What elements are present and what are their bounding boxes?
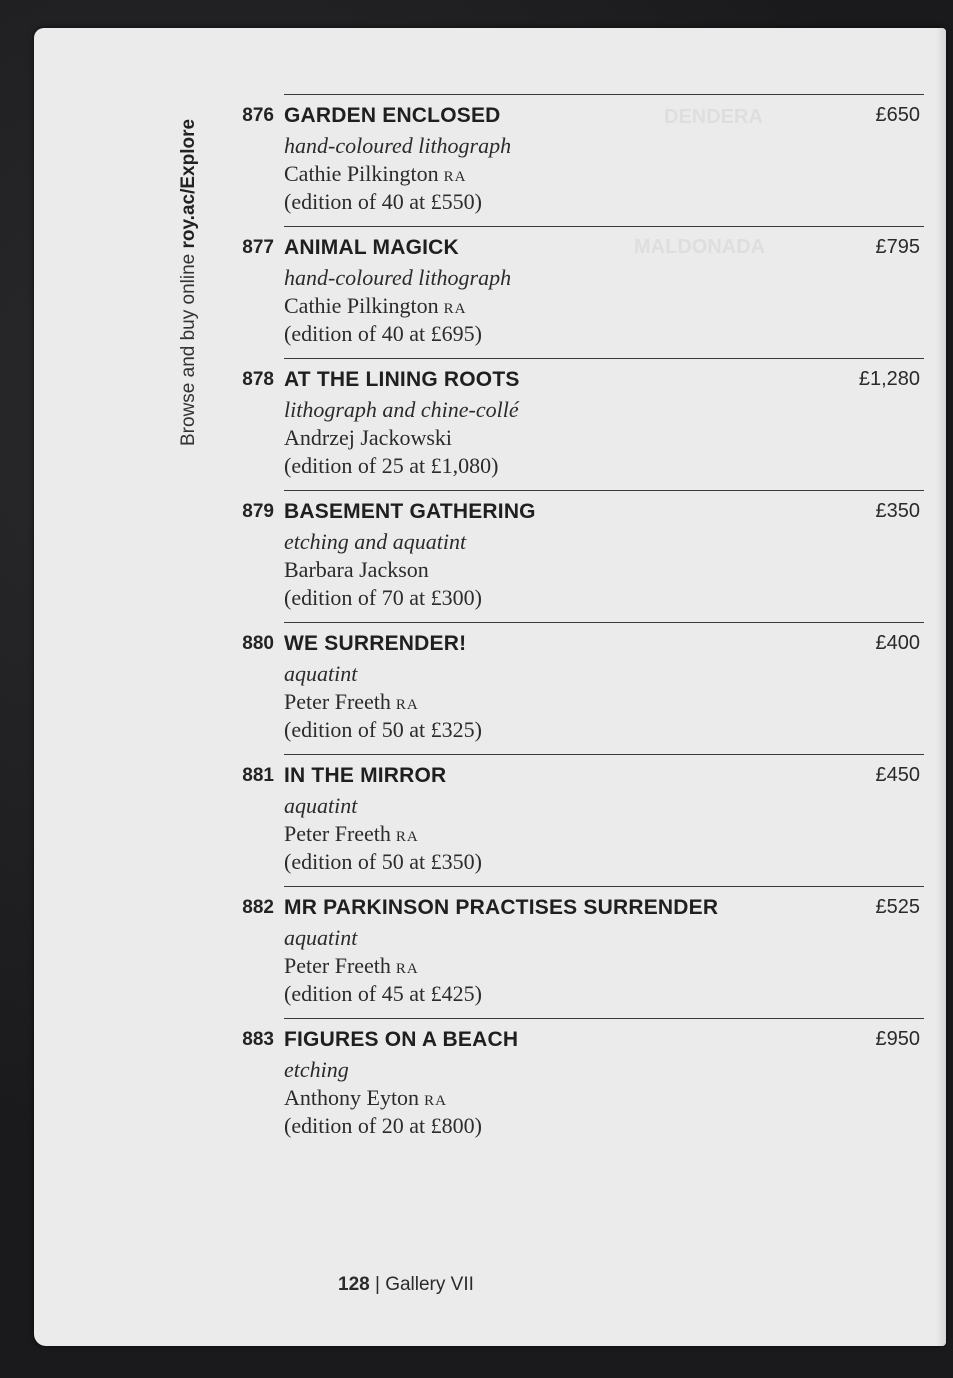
entry-number: 881: [242, 765, 274, 786]
artist-name: Cathie Pilkington: [284, 161, 439, 186]
catalogue-entry: [242, 622, 924, 754]
gallery-section: Gallery VII: [385, 1274, 474, 1295]
page-number: 128: [338, 1274, 370, 1295]
artist-name: Cathie Pilkington: [284, 293, 439, 318]
artist-line: [284, 557, 434, 583]
artwork-price: £525: [875, 896, 920, 918]
edition-info: (edition of 50 at £350): [284, 849, 482, 874]
artwork-title: ANIMAL MAGICK: [284, 236, 459, 259]
catalogue-entry: [242, 754, 924, 886]
edition-info: (edition of 70 at £300): [284, 585, 482, 610]
artist-line: [284, 821, 419, 847]
page-edge: [936, 28, 946, 1346]
artist-honour: RA: [424, 1093, 447, 1109]
artwork-title: MR PARKINSON PRACTISES SURRENDER: [284, 896, 719, 919]
browse-prefix: Browse and buy online: [178, 248, 199, 446]
artist-honour: RA: [395, 961, 419, 977]
edition-info: (edition of 20 at £800): [284, 1113, 482, 1138]
catalogue-entry: [242, 358, 924, 490]
artwork-price: £795: [875, 236, 920, 258]
artwork-title: WE SURRENDER!: [284, 632, 467, 655]
artist-honour: RA: [395, 697, 419, 713]
catalogue-entry: [242, 886, 924, 1018]
artwork-title: GARDEN ENCLOSED: [284, 104, 501, 127]
artist-honour: RA: [443, 301, 467, 317]
artist-honour: RA: [395, 829, 419, 845]
edition-info: (edition of 50 at £325): [284, 717, 482, 742]
artwork-medium: lithograph and chine-collé: [284, 397, 519, 422]
artist-line: [284, 1085, 447, 1111]
artist-line: [284, 689, 419, 715]
artwork-price: £350: [875, 500, 920, 522]
artwork-title: AT THE LINING ROOTS: [284, 368, 520, 391]
artist-name: Anthony Eyton: [284, 1085, 420, 1110]
entry-number: 882: [242, 897, 274, 918]
artwork-medium: hand-coloured lithograph: [284, 265, 512, 290]
catalogue-page: [34, 28, 946, 1346]
entry-number: 879: [242, 501, 274, 522]
catalogue-entry: [242, 94, 924, 226]
artwork-medium: etching and aquatint: [284, 529, 467, 554]
explore-link[interactable]: roy.ac/Explore: [178, 118, 199, 249]
artist-name: Peter Freeth: [284, 821, 391, 846]
artist-honour: RA: [443, 169, 467, 185]
edition-info: (edition of 40 at £550): [284, 189, 482, 214]
show-through: MALDONADA: [634, 236, 766, 258]
edition-info: (edition of 45 at £425): [284, 981, 482, 1006]
artist-name: Peter Freeth: [284, 953, 391, 978]
footer-separator: |: [369, 1274, 386, 1295]
catalogue-entry: [242, 490, 924, 622]
artwork-medium: aquatint: [284, 925, 358, 950]
catalogue-entry: [242, 1018, 924, 1150]
artist-name: Andrzej Jackowski: [284, 425, 453, 450]
entry-number: 878: [242, 369, 274, 390]
artwork-title: BASEMENT GATHERING: [284, 500, 536, 523]
entry-number: 880: [242, 633, 274, 654]
artwork-price: £950: [875, 1028, 920, 1050]
artist-line: [284, 161, 466, 187]
artist-name: Peter Freeth: [284, 689, 391, 714]
catalogue-entry: [242, 226, 924, 358]
artist-line: [284, 953, 419, 979]
edition-info: (edition of 25 at £1,080): [284, 453, 499, 478]
edition-info: (edition of 40 at £695): [284, 321, 482, 346]
online-browse-label: [178, 106, 200, 446]
entry-number: 876: [242, 105, 274, 126]
artwork-medium: aquatint: [284, 793, 358, 818]
artwork-title: IN THE MIRROR: [284, 764, 447, 787]
artist-line: [284, 293, 466, 319]
artwork-medium: hand-coloured lithograph: [284, 133, 512, 158]
artwork-medium: etching: [284, 1057, 349, 1082]
artwork-price: £400: [875, 632, 920, 654]
artwork-price: £650: [875, 104, 920, 126]
artwork-title: FIGURES ON A BEACH: [284, 1028, 519, 1051]
artwork-medium: aquatint: [284, 661, 358, 686]
artwork-price: £450: [875, 764, 920, 786]
entry-number: 877: [242, 237, 274, 258]
entry-number: 883: [242, 1029, 274, 1050]
page-footer: [338, 1274, 474, 1296]
catalogue-entries: [242, 94, 924, 1150]
artwork-price: £1,280: [858, 368, 920, 390]
show-through: DENDERA: [664, 106, 763, 128]
artist-name: Barbara Jackson: [284, 557, 429, 582]
artist-line: [284, 425, 457, 451]
